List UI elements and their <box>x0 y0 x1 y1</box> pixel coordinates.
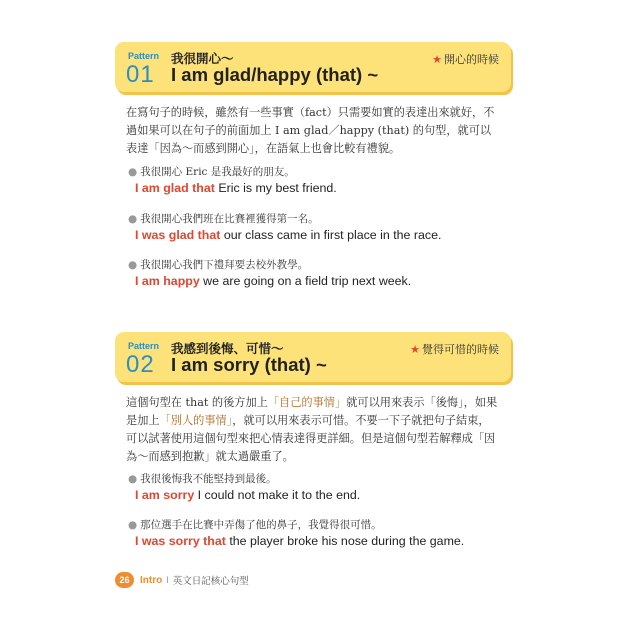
example-zh: ● 我很後悔我不能堅持到最後。 <box>128 473 277 485</box>
book-title: 英文日記核心句型 <box>172 576 249 587</box>
footer-separator: I <box>166 575 169 585</box>
pattern-zh-title: 我很開心～ <box>171 52 234 66</box>
pattern-label: Pattern <box>128 51 160 61</box>
example-en: I was sorry that the player broke his nose during the game. <box>135 534 465 548</box>
pattern-zh-title: 我感到後悔、可惜～ <box>171 342 284 356</box>
pattern-tag <box>410 341 499 357</box>
example-zh: ● 我很開心我們下禮拜要去校外教學。 <box>128 259 309 271</box>
page-number-badge: 26 <box>115 572 134 588</box>
bullet-icon: ● <box>128 259 138 271</box>
pattern-label: Pattern <box>128 341 160 351</box>
pattern-01-paragraph: 在寫句子的時候，雖然有一些事實（fact）只需要如實的表達出來就好，不過如果可以在句子的前面加上 I am glad／happy (that) 的句型，就可以表達「因為～而感到開心」，在語氣上也會比較有禮貌。 <box>126 106 495 155</box>
bullet-icon: ● <box>128 213 138 225</box>
pattern-en-title: I am sorry (that) ~ <box>171 354 327 375</box>
star-icon: ★ <box>410 344 420 356</box>
example-en: I am happy we are going on a field trip next week. <box>135 274 412 288</box>
pattern-02-header <box>115 332 511 382</box>
bullet-icon: ● <box>128 519 138 531</box>
example-zh: ● 我很開心我們班在比賽裡獲得第一名。 <box>128 213 319 225</box>
pattern-en-title: I am glad/happy (that) ~ <box>171 64 379 85</box>
section-label: Intro <box>140 574 163 586</box>
pattern-01-header <box>115 42 511 92</box>
pattern-tag-text: 覺得可惜的時候 <box>422 344 499 356</box>
example-zh: ● 我很開心 Eric 是我最好的朋友。 <box>128 166 295 178</box>
example-en: I was glad that our class came in first place in the race. <box>135 228 442 242</box>
star-icon: ★ <box>432 54 442 66</box>
bullet-icon: ● <box>128 166 138 178</box>
example-en: I am sorry I could not make it to the end. <box>135 488 361 502</box>
bullet-icon: ● <box>128 473 138 485</box>
page-footer <box>115 572 249 588</box>
pattern-number: 02 <box>126 351 155 378</box>
pattern-tag-text: 開心的時候 <box>444 54 499 66</box>
pattern-tag <box>432 51 499 67</box>
pattern-number: 01 <box>126 61 155 88</box>
pattern-02-paragraph: 這個句型在 that 的後方加上「自己的事情」就可以用來表示「後悔」，如果是加上「別人的事情」，就可以用來表示可惜。不要一下子就把句子結束，可以試著使用這個句型來把心情表達得更詳細。但是這個句型若解釋成「因為～而感到抱歉」就太過嚴重了。 <box>126 396 498 463</box>
example-en: I am glad that Eric is my best friend. <box>135 181 337 195</box>
example-zh: ● 那位選手在比賽中弄傷了他的鼻子，我覺得很可惜。 <box>128 519 382 531</box>
